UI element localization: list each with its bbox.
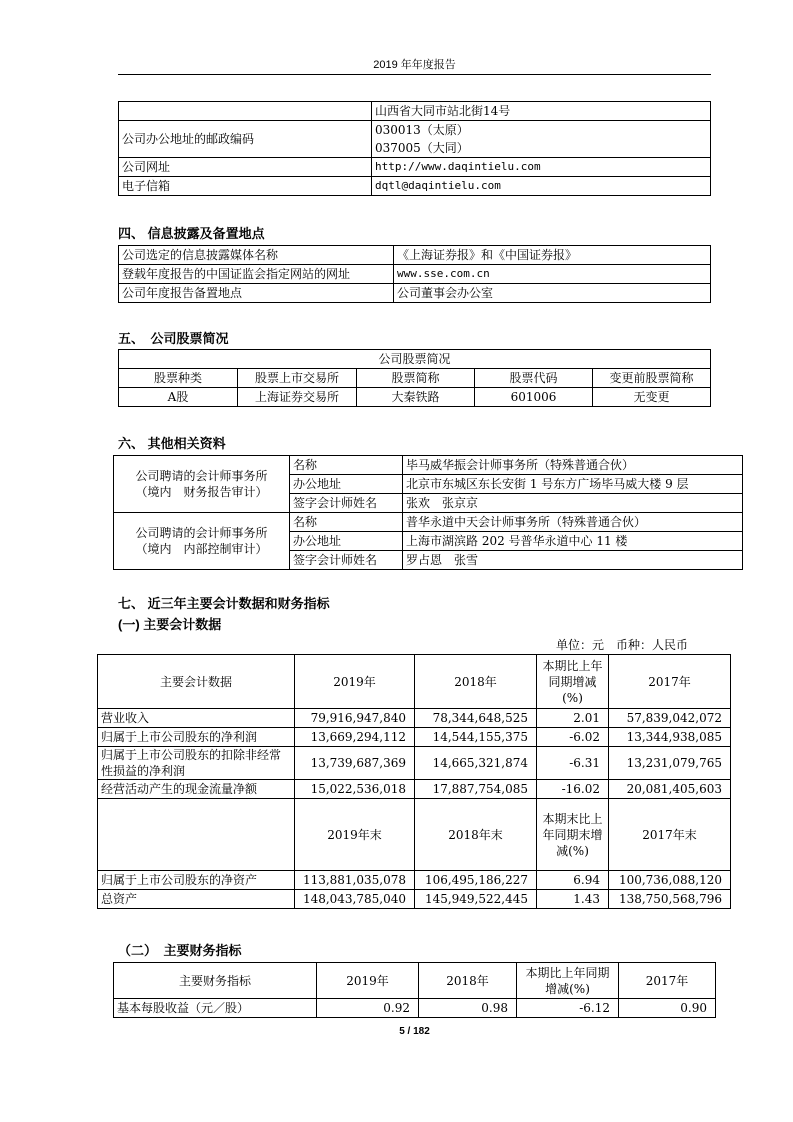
column-header: 股票简称 [357, 369, 475, 388]
value-2018: 145,949,522,445 [415, 890, 537, 909]
disclosure-value: 《上海证券报》和《中国证券报》 [394, 246, 711, 265]
value-2018: 17,887,754,085 [415, 780, 537, 799]
column-header: 股票上市交易所 [238, 369, 357, 388]
value-2019: 148,043,785,040 [295, 890, 415, 909]
financial-indicator-table [113, 962, 716, 1018]
stock-table [118, 349, 711, 407]
row-label: 总资产 [98, 890, 295, 909]
value-2019: 13,669,294,112 [295, 728, 415, 747]
value-2018: 78,344,648,525 [415, 709, 537, 728]
postcode-line: 030013（太原） [375, 123, 469, 137]
table-row [119, 265, 711, 284]
website-value: http://www.daqintielu.com [372, 158, 711, 177]
accounting-data-table [97, 654, 731, 909]
page-header: 2019 年年度报告 [373, 59, 456, 71]
value-2017: 100,736,088,120 [609, 871, 731, 890]
auditor-value: 罗占恩 张雪 [403, 551, 743, 570]
table-row [98, 709, 731, 728]
change-pct: -6.31 [537, 747, 609, 780]
value-2019: 13,739,687,369 [295, 747, 415, 780]
disclosure-value: 公司董事会办公室 [394, 284, 711, 303]
change-pct: 2.01 [537, 709, 609, 728]
value-2018: 14,544,155,375 [415, 728, 537, 747]
column-header: 主要财务指标 [114, 963, 317, 999]
auditor-group-label-line: 公司聘请的会计师事务所 [135, 526, 268, 540]
disclosure-label: 登载年度报告的中国证监会指定网站的网址 [119, 265, 394, 284]
auditor-group-label [114, 456, 290, 513]
disclosure-value: www.sse.com.cn [394, 265, 711, 284]
unit-note: 单位：元 币种：人民币 [556, 638, 689, 652]
value-2018: 0.98 [419, 999, 517, 1018]
postcode-label: 公司办公地址的邮政编码 [119, 121, 372, 158]
table-cell: 无变更 [593, 388, 711, 407]
auditor-key: 签字会计师姓名 [290, 494, 403, 513]
section-title: 六、 其他相关资料 [118, 436, 226, 451]
column-header: 变更前股票简称 [593, 369, 711, 388]
column-header: 本期比上年同期增减(%) [537, 655, 609, 709]
auditor-value: 毕马威华振会计师事务所（特殊普通合伙） [403, 456, 743, 475]
auditor-key: 名称 [290, 456, 403, 475]
table-row [119, 177, 711, 196]
column-header: 2018年 [415, 655, 537, 709]
auditor-key: 办公地址 [290, 475, 403, 494]
value-2017: 13,344,938,085 [609, 728, 731, 747]
column-header: 2017年 [609, 655, 731, 709]
table-row [114, 963, 716, 999]
section-title: 四、 信息披露及备置地点 [118, 226, 265, 241]
table-row [119, 350, 711, 369]
table-row [119, 284, 711, 303]
column-header: 本期末比上年同期末增减(%) [537, 799, 609, 871]
table-row [114, 513, 743, 532]
contact-table [118, 101, 711, 196]
table-row [119, 388, 711, 407]
value-2018: 106,495,186,227 [415, 871, 537, 890]
row-label: 归属于上市公司股东的扣除非经常性损益的净利润 [98, 747, 295, 780]
table-row [98, 655, 731, 709]
table-row [98, 780, 731, 799]
disclosure-label: 公司年度报告备置地点 [119, 284, 394, 303]
column-header: 2019年末 [295, 799, 415, 871]
change-pct: -6.12 [517, 999, 619, 1018]
auditor-key: 办公地址 [290, 532, 403, 551]
auditor-table [113, 455, 743, 570]
disclosure-table [118, 245, 711, 303]
change-pct: 6.94 [537, 871, 609, 890]
value-2017: 13,231,079,765 [609, 747, 731, 780]
table-row [114, 999, 716, 1018]
disclosure-label: 公司选定的信息披露媒体名称 [119, 246, 394, 265]
auditor-value: 张欢 张京京 [403, 494, 743, 513]
change-pct: 1.43 [537, 890, 609, 909]
postcode-value [372, 121, 711, 158]
auditor-key: 签字会计师姓名 [290, 551, 403, 570]
website-label: 公司网址 [119, 158, 372, 177]
subsection-title: (一) 主要会计数据 [118, 617, 222, 632]
table-row [98, 799, 731, 871]
auditor-group-label [114, 513, 290, 570]
email-label: 电子信箱 [119, 177, 372, 196]
table-row [119, 158, 711, 177]
table-cell: 上海证券交易所 [238, 388, 357, 407]
change-pct: -16.02 [537, 780, 609, 799]
table-cell [119, 102, 372, 121]
column-header: 2017年末 [609, 799, 731, 871]
column-header: 股票种类 [119, 369, 238, 388]
column-header [98, 799, 295, 871]
row-label: 归属于上市公司股东的净资产 [98, 871, 295, 890]
page-number: 5 / 182 [399, 1026, 430, 1037]
auditor-key: 名称 [290, 513, 403, 532]
value-2019: 79,916,947,840 [295, 709, 415, 728]
table-row [119, 369, 711, 388]
column-header: 股票代码 [475, 369, 593, 388]
auditor-group-label-line: （境内 内部控制审计） [135, 542, 268, 556]
value-2017: 57,839,042,072 [609, 709, 731, 728]
table-cell: 601006 [475, 388, 593, 407]
section-title: 七、 近三年主要会计数据和财务指标 [118, 596, 330, 611]
address-value: 山西省大同市站北街14号 [372, 102, 711, 121]
table-row [98, 747, 731, 780]
table-row [98, 871, 731, 890]
auditor-value: 北京市东城区东长安街 1 号东方广场毕马威大楼 9 层 [403, 475, 743, 494]
column-header: 2019年 [295, 655, 415, 709]
column-header: 2018年末 [415, 799, 537, 871]
table-row [119, 246, 711, 265]
value-2017: 0.90 [619, 999, 716, 1018]
table-row [119, 102, 711, 121]
column-header: 2019年 [317, 963, 419, 999]
column-header: 2018年 [419, 963, 517, 999]
value-2017: 20,081,405,603 [609, 780, 731, 799]
change-pct: -6.02 [537, 728, 609, 747]
header-divider [118, 74, 711, 75]
value-2019: 15,022,536,018 [295, 780, 415, 799]
auditor-value: 普华永道中天会计师事务所（特殊普通合伙） [403, 513, 743, 532]
column-header: 本期比上年同期增减(%) [517, 963, 619, 999]
row-label: 基本每股收益（元／股） [114, 999, 317, 1018]
table-row [98, 890, 731, 909]
table-row [119, 121, 711, 158]
postcode-line: 037005（大同） [375, 141, 469, 155]
value-2018: 14,665,321,874 [415, 747, 537, 780]
value-2017: 138,750,568,796 [609, 890, 731, 909]
email-value: dqtl@daqintielu.com [372, 177, 711, 196]
auditor-group-label-line: 公司聘请的会计师事务所 [135, 469, 268, 483]
table-cell: 大秦铁路 [357, 388, 475, 407]
row-label: 归属于上市公司股东的净利润 [98, 728, 295, 747]
auditor-group-label-line: （境内 财务报告审计） [135, 485, 268, 499]
value-2019: 113,881,035,078 [295, 871, 415, 890]
stock-table-title: 公司股票简况 [119, 350, 711, 369]
row-label: 经营活动产生的现金流量净额 [98, 780, 295, 799]
auditor-value: 上海市湖滨路 202 号普华永道中心 11 楼 [403, 532, 743, 551]
table-cell: A股 [119, 388, 238, 407]
column-header: 2017年 [619, 963, 716, 999]
column-header: 主要会计数据 [98, 655, 295, 709]
row-label: 营业收入 [98, 709, 295, 728]
value-2019: 0.92 [317, 999, 419, 1018]
table-row [114, 456, 743, 475]
section-title: 五、 公司股票简况 [118, 331, 229, 346]
table-row [98, 728, 731, 747]
subsection-title: （二） 主要财务指标 [118, 943, 242, 958]
